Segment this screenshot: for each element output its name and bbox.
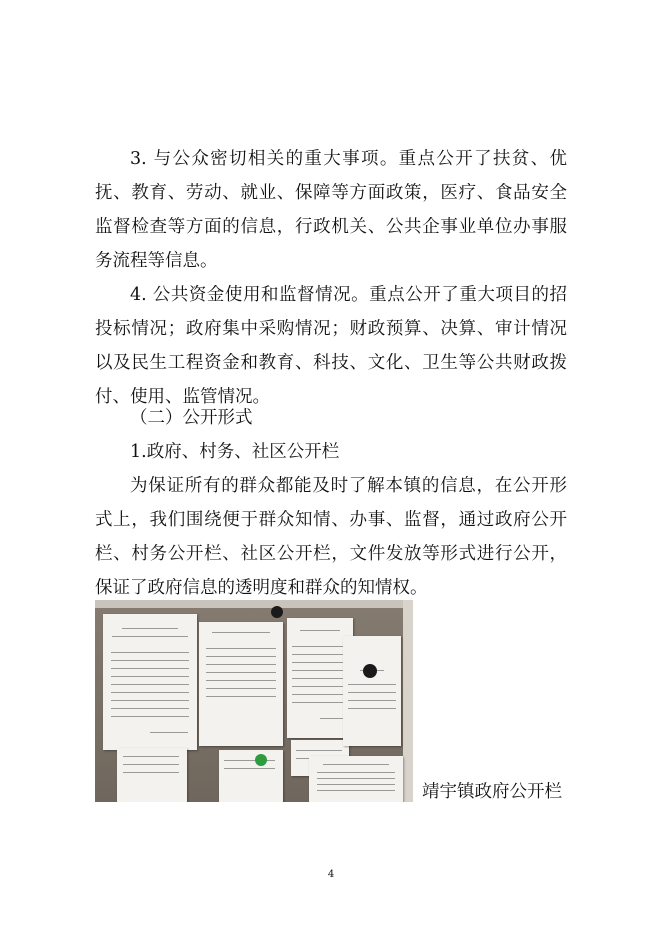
paragraph-item-3: 3. 与公众密切相关的重大事项。重点公开了扶贫、优抚、教育、劳动、就业、保障等方面政策，医疗、食品安全监督检查等方面的信息，行政机关、公共企事业单位办事服务流程等信息。 [95, 149, 567, 271]
figure-caption: 靖宇镇政府公开栏 [422, 782, 562, 802]
black-pushpin-icon [271, 606, 283, 618]
board-frame-right [403, 600, 413, 802]
notice-sheet [309, 756, 403, 802]
black-pushpin-icon [363, 664, 377, 678]
notice-sheet [199, 622, 283, 746]
green-pushpin-icon [255, 754, 267, 766]
notice-sheet [117, 748, 187, 802]
notice-sheet [343, 636, 401, 746]
board-frame-top [95, 600, 413, 608]
section-heading: （二）公开形式 [130, 408, 253, 428]
paragraph-item-4: 4. 公共资金使用和监督情况。重点公开了重大项目的招投标情况；政府集中采购情况；财政预算、决算、审计情况以及民生工程资金和教育、科技、文化、卫生等公共财政拨付、使用、监管情况。 [95, 285, 567, 407]
paragraph-body: 为保证所有的群众都能及时了解本镇的信息，在公开形式上，我们围绕便于群众知情、办事、监督，通过政府公开栏、村务公开栏、社区公开栏，文件发放等形式进行公开，保证了政府信息的透明度和群众的知情权。 [95, 476, 567, 598]
notice-sheet [103, 614, 197, 750]
notice-sheet [219, 750, 283, 802]
page-number: 4 [327, 869, 335, 880]
sub-heading: 1.政府、村务、社区公开栏 [130, 442, 340, 462]
notice-board-photo [95, 600, 413, 802]
